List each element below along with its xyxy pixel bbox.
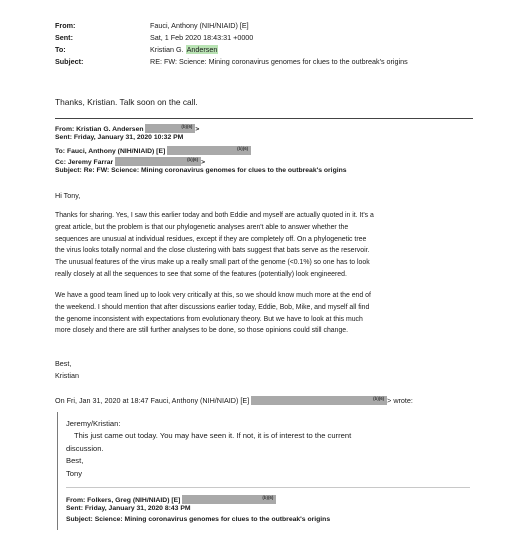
email2-paragraph-1: [55, 210, 374, 281]
redaction-block: [115, 157, 201, 166]
highlighted-surname: Andersen: [186, 45, 218, 54]
email3-subject: Subject: Science: Mining coronavirus genomes for clues to the outbreak's origins: [66, 516, 331, 523]
quoted-body-line: This just came out today. You may have seen it. If not, it is of interest to the current: [74, 431, 352, 441]
redaction-code: (b)(6): [187, 157, 199, 162]
to-value: [150, 46, 218, 53]
paragraph-line: Thanks for sharing. Yes, I saw this earlier today and both Eddie and myself are actually quoted in it. It's a: [55, 212, 374, 219]
email2-subject: Subject: Re: FW: Science: Mining coronavirus genomes for clues to the outbreak's origins: [55, 167, 347, 174]
sent-label: Sent:: [55, 33, 73, 42]
email2-cc: Cc: Jeremy Farrar: [55, 159, 114, 166]
email2-signoff: Best,: [55, 359, 72, 368]
redaction-block: [167, 146, 251, 155]
paragraph-line: We have a good team lined up to look very critically at this, so we should know much more at the end of: [55, 292, 371, 299]
email2-to: To: Fauci, Anthony (NIH/NIAID) [E]: [55, 148, 166, 155]
email2-from: From: Kristian G. Andersen: [55, 126, 144, 133]
redaction-code: (b)(6): [237, 146, 249, 151]
paragraph-line: the virus looks totally normal and the close clustering with bats suggest that bats serve as the reservoir.: [55, 247, 370, 255]
email3-from-line: [66, 495, 276, 505]
subject-value: RE: FW: Science: Mining coronavirus genomes for clues to the outbreak's origins: [150, 57, 408, 66]
redaction-code: (b)(6): [181, 124, 193, 129]
reply-text: Thanks, Kristian. Talk soon on the call.: [55, 97, 198, 107]
paragraph-line: The unusual features of the virus make up a really small part of the genome (<0.1%) so one has to look: [55, 259, 370, 267]
quoted-body-line: discussion.: [66, 443, 104, 453]
from-label: From:: [55, 21, 76, 30]
quote-intro: On Fri, Jan 31, 2020 at 18:47 Fauci, Anthony (NIH/NIAID) [E]: [55, 396, 250, 405]
redaction-code: (b)(6): [373, 396, 385, 401]
paragraph-line: great article, but the problem is that our phylogenetic analyses aren't able to answer whether the: [55, 223, 349, 231]
quoted-signature: Tony: [66, 468, 83, 478]
paragraph-line: more closely and there are still further analyses to be done, so those opinions could still change.: [55, 327, 349, 335]
quote-intro-end: > wrote:: [387, 396, 413, 405]
email2-cc-line: [55, 157, 205, 167]
quoted-signoff: Best,: [66, 456, 84, 466]
email-divider: [55, 118, 473, 119]
to-label: To:: [55, 45, 66, 54]
redaction-code: (b)(6): [262, 495, 274, 500]
paragraph-line: the genome inconsistent with expectations from evolutionary theory. But we have to look at this much: [55, 315, 363, 323]
paragraph-line: sequences are unusual at individual residues, except if they are completely off. On a phylogenetic tree: [55, 235, 367, 243]
paragraph-line: really closely at all the sequences to see that some of the features (potentially) look engineered.: [55, 270, 347, 278]
quoted-message: [66, 418, 351, 480]
email2-signature: Kristian: [55, 371, 79, 380]
email2-cc-close: >: [201, 159, 206, 166]
email2-from-close: >: [195, 126, 200, 133]
redaction-block: [251, 396, 387, 405]
email3-from: From: Folkers, Greg (NIH/NIAID) [E]: [66, 497, 181, 504]
quote-intro-line: [55, 396, 413, 405]
paragraph-line: the weekend. I should mention that after discussions earlier today, Eddie, Bob, Mike, and myself all find: [55, 303, 370, 311]
quoted-divider: [66, 487, 470, 488]
email3-sent: Sent: Friday, January 31, 2020 8:43 PM: [66, 505, 191, 512]
from-value: Fauci, Anthony (NIH/NIAID) [E]: [150, 21, 249, 30]
to-value-name: Kristian G.: [150, 45, 186, 54]
email2-paragraph-2: [55, 290, 371, 337]
quote-bar: [57, 412, 58, 530]
redaction-block: [182, 495, 276, 504]
email2-sent: Sent: Friday, January 31, 2020 10:32 PM: [55, 134, 184, 141]
email2-from-line: [55, 124, 199, 134]
subject-label: Subject:: [55, 57, 84, 66]
email2-greeting: Hi Tony,: [55, 191, 81, 200]
redaction-block: [145, 124, 195, 133]
sent-value: Sat, 1 Feb 2020 18:43:31 +0000: [150, 33, 254, 42]
quoted-greeting: Jeremy/Kristian:: [66, 419, 121, 428]
email2-to-line: [55, 146, 251, 156]
